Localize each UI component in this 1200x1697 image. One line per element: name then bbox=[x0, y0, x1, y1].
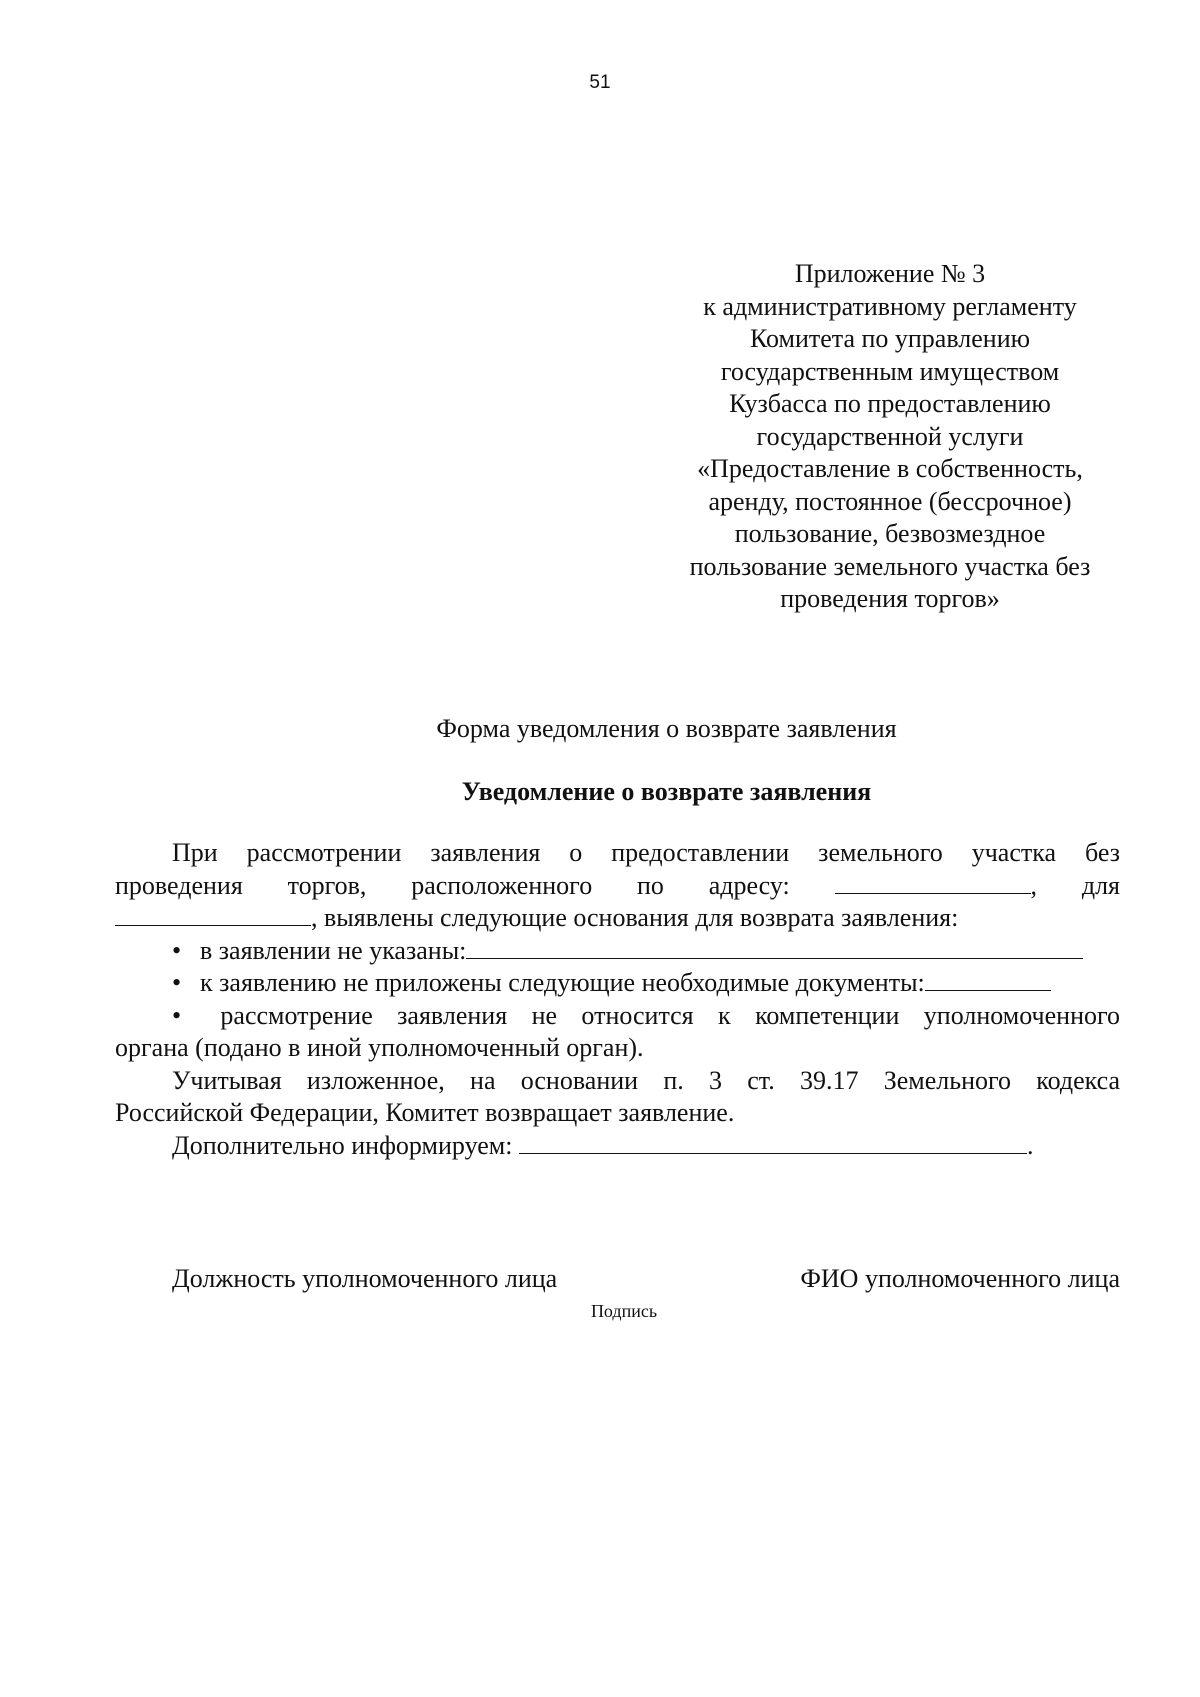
text-fragment: . bbox=[1026, 1130, 1034, 1160]
appendix-header bbox=[650, 258, 1130, 616]
text-fragment: Дополнительно информируем: bbox=[172, 1130, 513, 1160]
bullet-item-1 bbox=[115, 935, 1120, 968]
appendix-line: «Предоставление в собственность, bbox=[697, 454, 1083, 483]
paragraph-3 bbox=[115, 1130, 1120, 1163]
not-specified-blank-line[interactable] bbox=[466, 936, 1083, 959]
additional-info-blank-line[interactable] bbox=[519, 1131, 1027, 1154]
appendix-line: аренду, постоянное (бессрочное) bbox=[708, 486, 1072, 516]
appendix-line: Комитета по управлению bbox=[749, 324, 1031, 353]
paragraph-1-line-2 bbox=[115, 870, 1120, 903]
bullet-item-3-line-1 bbox=[115, 1000, 1120, 1033]
applicant-blank-line[interactable] bbox=[115, 903, 311, 926]
signatory-name: ФИО уполномоченного лица bbox=[800, 1264, 1120, 1293]
page-number: 51 bbox=[589, 72, 611, 93]
bullet-icon: • bbox=[172, 935, 182, 965]
bullet-icon: • bbox=[172, 968, 182, 997]
text-fragment: торгов, bbox=[287, 870, 367, 900]
text-fragment: для bbox=[1081, 870, 1121, 900]
form-title: Форма уведомления о возврате заявления bbox=[436, 714, 897, 743]
bullet-item-2 bbox=[115, 967, 1120, 1000]
appendix-line: пользование земельного участка без bbox=[689, 551, 1091, 581]
bullet-text: рассмотрение заявления не относится к компетенции уполномоченного bbox=[220, 1000, 1120, 1030]
appendix-line: Кузбасса по предоставлению bbox=[729, 389, 1051, 418]
appendix-line: Приложение № 3 bbox=[794, 259, 986, 288]
appendix-line: пользование, безвозмездное bbox=[734, 519, 1046, 548]
text-fragment: по bbox=[636, 870, 664, 900]
text-fragment: проведения bbox=[115, 870, 243, 900]
bullet-text: к заявлению не приложены следующие необходимые документы: bbox=[200, 968, 925, 997]
bullet-icon: • bbox=[172, 1000, 182, 1030]
paragraph-1-line-1: При рассмотрении заявления о предоставлении земельного участка без bbox=[172, 838, 1120, 867]
bullet-text: в заявлении не указаны: bbox=[200, 935, 467, 965]
appendix-line: проведения торгов» bbox=[780, 584, 1000, 613]
documents-blank-line[interactable] bbox=[925, 968, 1051, 991]
paragraph-2-line-1: Учитывая изложенное, на основании п. 3 ст. 39.17 Земельного кодекса bbox=[172, 1065, 1120, 1095]
address-blank-line[interactable] bbox=[835, 871, 1031, 894]
text-fragment: , выявлены следующие основания для возврата заявления: bbox=[311, 903, 959, 932]
document-title: Уведомление о возврате заявления bbox=[461, 777, 872, 806]
bullet-item-3-line-2: органа (подано в иной уполномоченный орган). bbox=[115, 1033, 644, 1062]
signatory-position: Должность уполномоченного лица bbox=[172, 1264, 558, 1293]
document-body bbox=[115, 837, 1120, 1162]
text-fragment: адресу: bbox=[708, 870, 790, 900]
appendix-line: к административному регламенту bbox=[703, 291, 1077, 321]
paragraph-1-line-3 bbox=[115, 902, 1120, 935]
appendix-line: государственным имуществом bbox=[720, 356, 1060, 386]
signature-label: Подпись bbox=[590, 1301, 658, 1321]
appendix-line: государственной услуги bbox=[756, 421, 1024, 451]
text-fragment: расположенного bbox=[411, 870, 593, 900]
text-fragment: , bbox=[1030, 870, 1038, 900]
paragraph-2-line-2: Российской Федерации, Комитет возвращает заявление. bbox=[115, 1098, 735, 1127]
